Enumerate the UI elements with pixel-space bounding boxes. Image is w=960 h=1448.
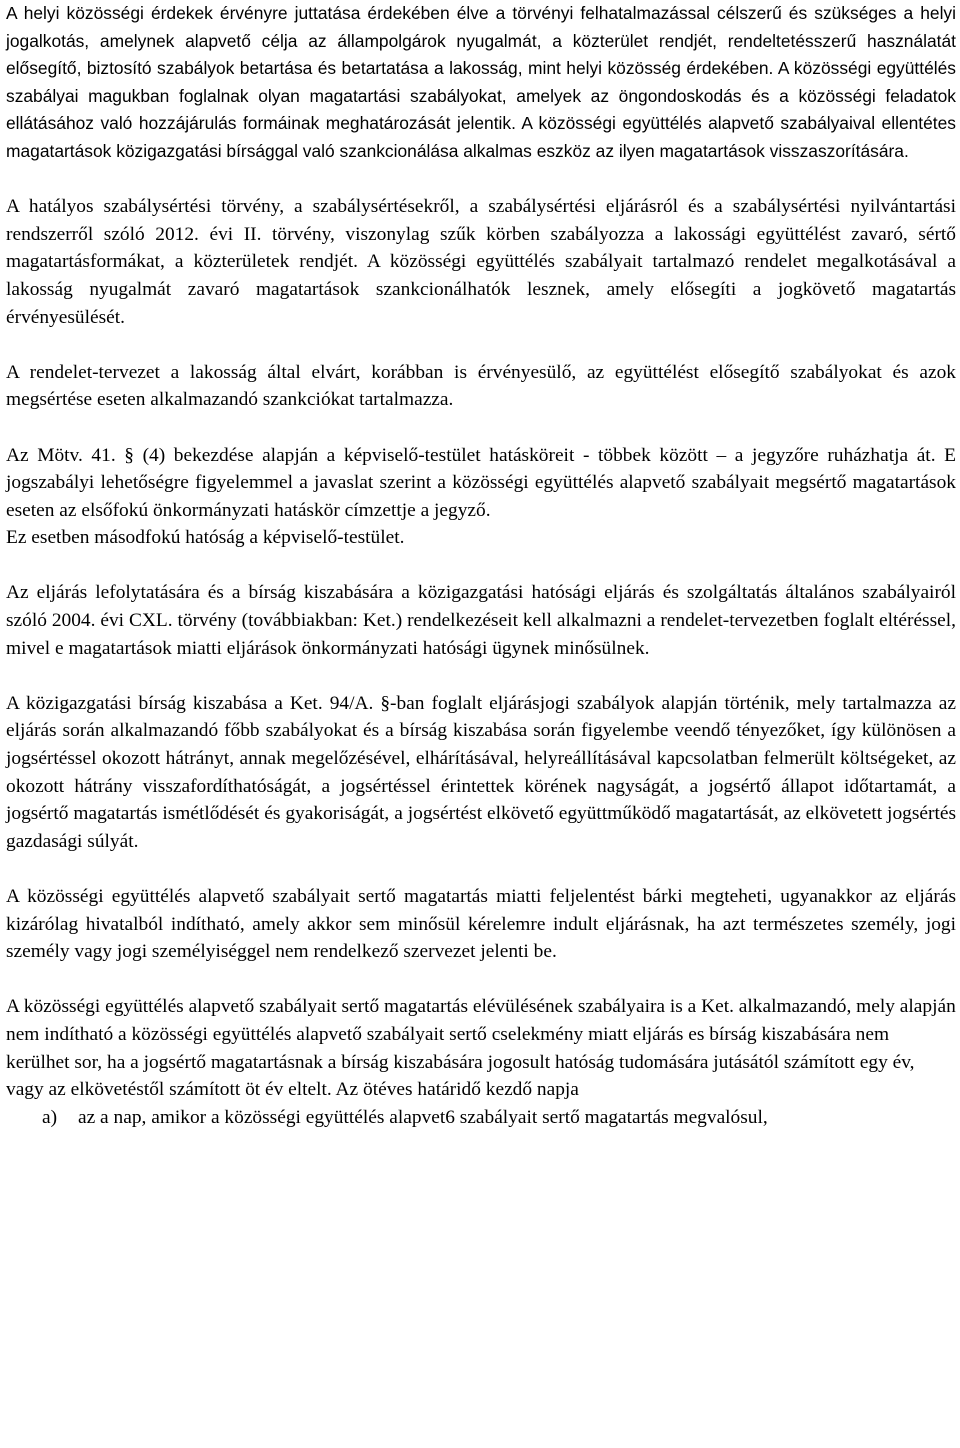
paragraph-text-run: A közösségi együttélés alapvető szabályait sertő magatartás elévülésének szabályaira is a Ket. alkalmazandó, mely alapján nem indítható a közösségi együttélés alapvető szabályait sertő cselekmény miatt eljárás es bírság kiszabására nem kerülhet sor, ha a jogsértő magatartásnak a bírság kiszabására jogosult hatóság tudomására jutásától számított egy év, vagy az elkövetéstől számított öt év eltelt. Az ötéves határidő kezdő napja [6, 996, 956, 1101]
paragraph-text-run: A közigazgatási bírság kiszabása a Ket. 94/A. §-ban foglalt eljárásjogi szabályok alapján történik, mely tartalmazza az eljárás során alkalmazandó főbb szabályokat és a bírság kiszabása során figyelembe veendő tényezőket, így különösen a jogsértéssel okozott hátrányt, annak megelőzésével, elhárításával, helyreállításával kapcsolatban felmerült költségeket, az okozott hátrány visszafordíthatóságát, a jogsértéssel érintettek körének nagyságát, a jogsértő állapot időtartamát, a jogsértő magatartás ismétlődését és gyakoriságát, a jogsértést elkövető együttműködő magatartását, az elkövetett jogsértés gazdasági súlyát. [6, 692, 956, 852]
list-item-text: az a nap, amikor a közösségi együttélés alapvet6 szabályait sertő magatartás megvalósul, [78, 1106, 768, 1128]
paragraph-text-run: A rendelet-tervezet a lakosság által elvárt, korábban is érvényesülő, az együttélést elősegítő szabályokat és azok megsértése eseten alkalmazandó szankciókat tartalmazza. [6, 361, 956, 411]
deadline-list [6, 1104, 956, 1132]
paragraph-text-run: Az eljárás lefolytatására és a bírság kiszabására a közigazgatási hatósági eljárás és szolgáltatás általános szabályairól szóló 2004. évi CXL. törvény (továbbiakban: Ket.) rendelkezéseit kell alkalmazni a rendelet-tervezetben foglalt eltéréssel, mivel e magatartások miatti eljárások önkormányzati hatósági ügynek minősülnek. [6, 582, 956, 659]
paragraph [6, 524, 956, 552]
paragraph-text-run: A hatályos szabálysértési törvény, a szabálysértésekről, a szabálysértési eljárásról és a szabálysértési nyilvántartási rendszerről szóló 2012. évi II. törvény, viszonylag szűk körben szabályozza a lakossági együttélést zavaró, sértő magatartásformákat, a közterületek rendjét. A közösségi együttélés szabályait tartalmazó rendelet megalkotásával a lakosság nyugalmát zavaró magatartások szankcionálhatók lesznek, amely elősegíti a jogkövető magatartás érvényesülését. [6, 196, 956, 328]
paragraph [6, 0, 956, 166]
list-item [6, 1104, 956, 1132]
paragraph-text-run: A közösségi együttélés alapvető szabályait sertő magatartás miatti feljelentést bárki megteheti, ugyanakkor az eljárás kizárólag hivatalból indítható, amely akkor sem minősül kérelemre indult eljárásnak, ha azt természetes személy, jogi személy vagy jogi személyiséggel nem rendelkező szervezet jelenti be. [6, 886, 956, 963]
document-body [6, 0, 956, 1104]
paragraph [6, 579, 956, 662]
paragraph [6, 883, 956, 966]
paragraph [6, 993, 956, 1103]
paragraph [6, 193, 956, 331]
list-marker: a) [42, 1106, 58, 1128]
paragraph [6, 359, 956, 414]
paragraph-text-run: A közösségi együttélés szabályai magukban foglalnak olyan magatartási szabályokat, amelyek az öngondoskodás és a közösségi feladatok ellátásához való hozzájárulás formáinak meghatározását jelentik. A közösségi együttélés alapvető szabályaival ellentétes magatartások közigazgatási bírsággal való szankcionálása alkalmas eszköz az ilyen magatartások visszaszorítására. [6, 58, 956, 161]
document-page [6, 0, 956, 1131]
paragraph [6, 690, 956, 856]
paragraph-text-run: A helyi közösségi érdekek érvényre juttatása érdekében élve a törvényi felhatalmazással célszerű és szükséges a helyi jogalkotás, amelynek alapvető célja az állampolgárok nyugalmát, a közterület rendjét, rendeltetésszerű használatát elősegítő, biztosító szabályok betartása és betartatása a lakosság, mint helyi közösség érdekében. [6, 3, 956, 79]
paragraph-text-run: Ez esetben másodfokú hatóság a képviselő-testület. [6, 527, 405, 549]
paragraph [6, 442, 956, 525]
paragraph-text-run: Az Mötv. 41. § (4) bekezdése alapján a képviselő-testület hatásköreit - többek között – a jegyzőre ruházhatja át. E jogszabályi lehetőségre figyelemmel a javaslat szerint a közösségi együttélés alapvető szabályait megsértő magatartások eseten az elsőfokú önkormányzati hatáskör címzettje a jegyző. [6, 444, 956, 521]
